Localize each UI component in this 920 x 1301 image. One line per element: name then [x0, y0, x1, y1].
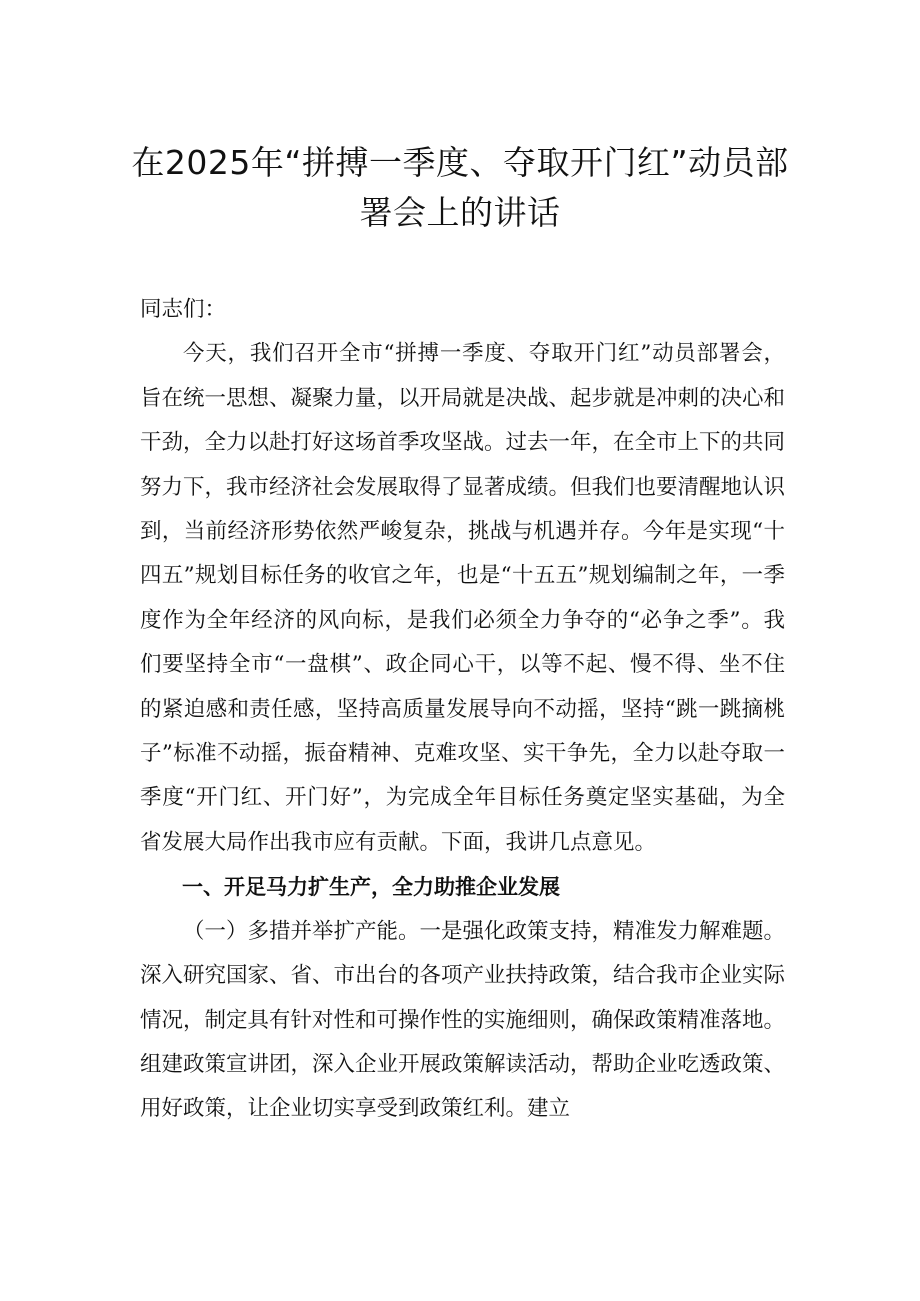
subsection-paragraph: （一）多措并举扩产能。一是强化政策支持，精准发力解难题。深入研究国家、省、市出台的各项产业扶持政策，结合我市企业实际情况，制定具有针对性和可操作性的实施细则，确保政策精准落地。组建政策宣讲团，深入企业开展政策解读活动，帮助企业吃透政策、用好政策，让企业切实享受到政策红利。建立: [140, 918, 786, 1122]
document-body: [140, 288, 785, 1132]
document-title: 在2025年“拼搏一季度、夺取开门红”动员部署会上的讲话: [131, 143, 789, 232]
section-heading: 一、开足马力扩生产，全力助推企业发展: [182, 875, 560, 900]
salutation: 同志们：: [140, 297, 227, 322]
intro-paragraph: 今天，我们召开全市“拼搏一季度、夺取开门红”动员部署会，旨在统一思想、凝聚力量，以开局就是决战、起步就是冲刺的决心和干劲，全力以赴打好这场首季攻坚战。过去一年，在全市上下的共同努力下，我市经济社会发展取得了显著成绩。但我们也要清醒地认识到，当前经济形势依然严峻复杂，挑战与机遇并存。今年是实现“十四五”规划目标任务的收官之年，也是“十五五”规划编制之年，一季度作为全年经济的风向标，是我们必须全力争夺的“必争之季”。我们要坚持全市“一盘棋”、政企同心干，以等不起、慢不得、坐不住的紧迫感和责任感，坚持高质量发展导向不动摇，坚持“跳一跳摘桃子”标准不动摇，振奋精神、克难攻坚、实干争先，全力以赴夺取一季度“开门红、开门好”，为完成全年目标任务奠定坚实基础，为全省发展大局作出我市应有贡献。下面，我讲几点意见。: [140, 341, 786, 855]
